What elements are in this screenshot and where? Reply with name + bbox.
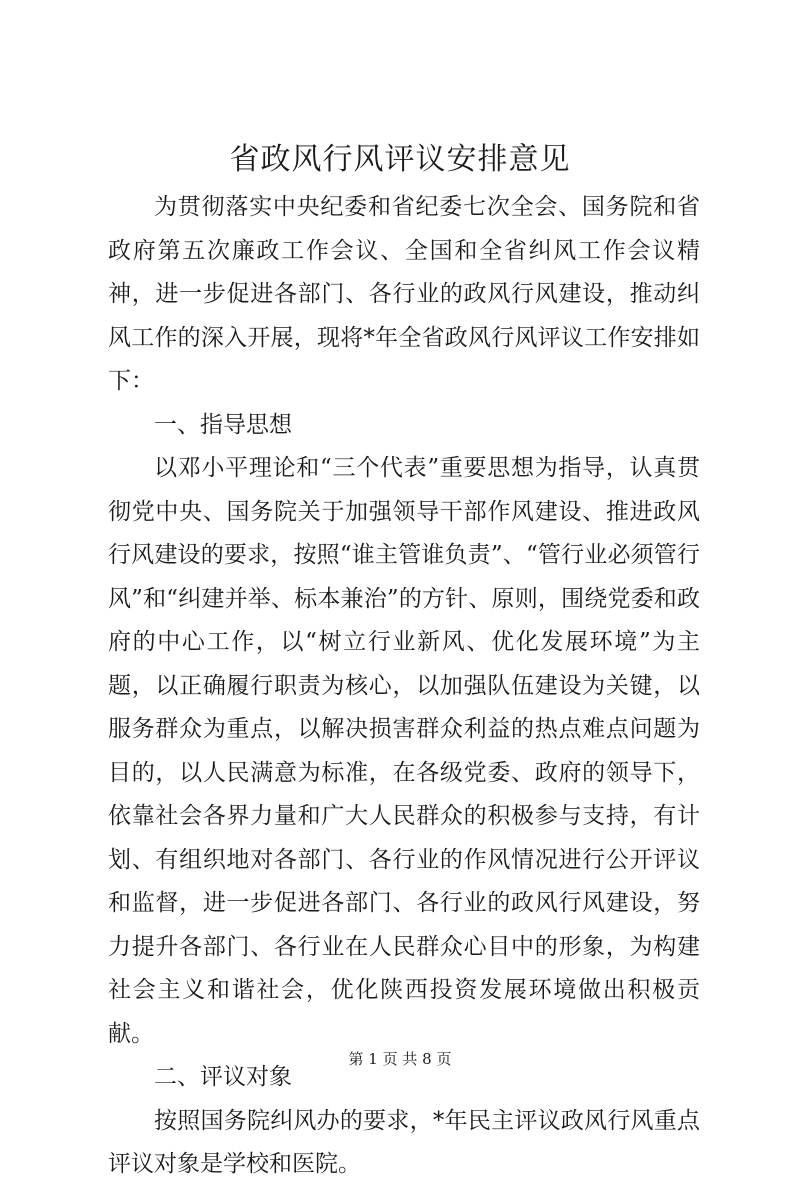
section-heading-review-targets: 二、评议对象	[154, 1064, 292, 1090]
document-body	[108, 186, 700, 1187]
document-title: 省政风行风评议安排意见	[229, 142, 571, 177]
review-targets-paragraph: 按照国务院纠风办的要求，*年民主评议政风行风重点评议对象是学校和医院。	[108, 1107, 700, 1177]
section-heading-guiding-thought: 一、指导思想	[154, 411, 292, 438]
page-number-footer: 第 1 页 共 8 页	[348, 1050, 452, 1068]
intro-paragraph: 为贯彻落实中央纪委和省纪委七次全会、国务院和省政府第五次廉政工作会议、全国和全省纠风工作会议精神，进一步促进各部门、各行业的政风行风建设，推动纠风工作的深入开展，现将*年全省政风行风评议工作安排如下：	[108, 194, 700, 394]
guiding-thought-paragraph: 以邓小平理论和“三个代表”重要思想为指导，认真贯彻党中央、国务院关于加强领导干部作风建设、推进政风行风建设的要求，按照“谁主管谁负责”、“管行业必须管行风”和“纠建并举、标本兼治”的方针、原则，围绕党委和政府的中心工作，以“树立行业新风、优化发展环境”为主题，以正确履行职责为核心，以加强队伍建设为关键，以服务群众为重点，以解决损害群众利益的热点难点问题为目的，以人民满意为标准，在各级党委、政府的领导下，依靠社会各界力量和广大人民群众的积极参与支持，有计划、有组织地对各部门、各行业的作风情况进行公开评议和监督，进一步促进各部门、各行业的政风行风建设，努力提升各部门、各行业在人民群众心目中的形象，为构建社会主义和谐社会，优化陕西投资发展环境做出积极贡献。	[108, 455, 700, 1047]
